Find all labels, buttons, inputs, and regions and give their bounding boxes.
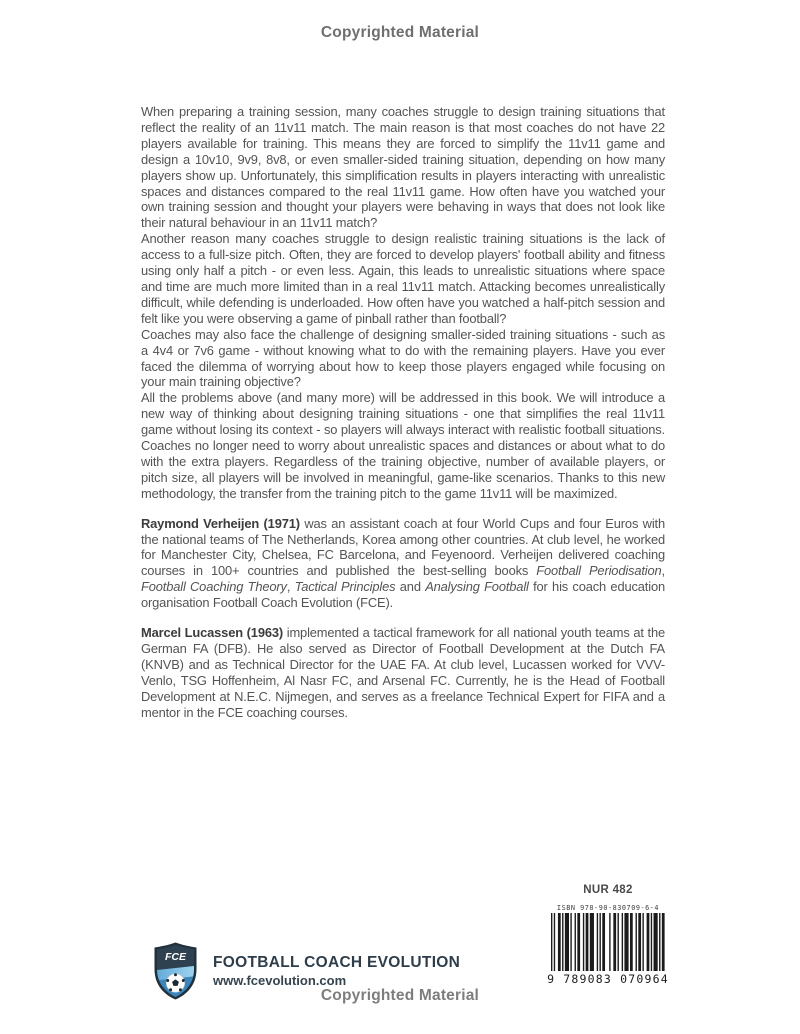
- publisher-text: [213, 942, 460, 989]
- isbn-barcode: [546, 904, 670, 986]
- author-bio-verheijen: Raymond Verheijen (1971) was an assistant coach at four World Cups and four Euros with the national teams of The Netherlands, Korea among other countries. At club level, he worked for Manchester City, Chelsea, FC Barcelona, and Feyenoord. Verheijen delivered coaching courses in 100+ countries and published the best-selling books Football Periodisation, Football Coaching Theory, Tactical Principles and Analysing Football for his coach education organisation Football Coach Evolution (FCE).: [141, 515, 665, 611]
- intro-paragraph-3: Coaches may also face the challenge of designing smaller-sided training situations - such as a 4v4 or 7v6 game - without knowing what to do with the remaining players. Have you ever faced the dilemma of worrying about how to keep those players engaged while focusing on your main training objective?: [141, 326, 665, 390]
- nur-code: NUR 482: [583, 884, 633, 896]
- intro-paragraph-2: Another reason many coaches struggle to design realistic training situations is the lack of access to a full-size pitch. Often, they are forced to develop players' football ability and fitness using only half a pitch - or even less. Again, this leads to unrealistic situations where space and time are much more limited than in a real 11v11 match. Attacking becomes unrealistically difficult, while defending is underloaded. How often have you watched a half-pitch session and felt like you were observing a game of pinball rather than football?: [141, 231, 665, 326]
- publisher-name: FOOTBALL COACH EVOLUTION: [213, 954, 461, 971]
- barcode-digits: 9 789083 070964: [547, 972, 669, 986]
- author-bio-lucassen: Marcel Lucassen (1963) implemented a tactical framework for all national youth teams at the German FA (DFB). He also served as Director of Football Development at the Dutch FA (KNVB) and as Technical Director for the UAE FA. At club level, Lucassen worked for VVV-Venlo, TSG Hoffenheim, Al Nasr FC, and Arsenal FC. Currently, he is the Head of Football Development at N.E.C. Nijmegen, and serves as a freelance Technical Expert for FIFA and a mentor in the FCE coaching courses.: [141, 625, 665, 720]
- fce-initials: FCE: [165, 951, 186, 963]
- copyright-banner-top: Copyrighted Material: [320, 24, 480, 41]
- back-cover-text: [141, 104, 665, 721]
- publisher-website: www.fcevolution.com: [213, 973, 347, 989]
- isbn-label: ISBN 978-90-830709-6-4: [556, 904, 660, 912]
- barcode-bars: [546, 913, 670, 971]
- copyright-banner-bottom: Copyrighted Material: [320, 987, 480, 1004]
- intro-paragraph-1: When preparing a training session, many coaches struggle to design training situations that reflect the reality of an 11v11 match. The main reason is that most coaches do not have 22 players available for training. This means they are forced to simplify the 11v11 game and design a 10v10, 9v9, 8v8, or even smaller-sided training situation, depending on how many players show up. Unfortunately, this simplification results in players interacting with unrealistic spaces and distances compared to the real 11v11 game. How often have you watched your own training session and thought your players were behaving in ways that does not look like their natural behaviour in an 11v11 match?: [141, 104, 665, 231]
- intro-paragraph-4: All the problems above (and many more) will be addressed in this book. We will introduce a new way of thinking about designing training situations - one that simplifies the real 11v11 game without losing its context - so players will always interact with realistic football situations. Coaches no longer need to worry about unrealistic spaces and distances or about what to do with the extra players. Regardless of the training objective, number of available players, or pitch size, all players will be involved in meaningful, game-like scenarios. Thanks to this new methodology, the transfer from the training pitch to the game 11v11 will be maximized.: [141, 390, 665, 501]
